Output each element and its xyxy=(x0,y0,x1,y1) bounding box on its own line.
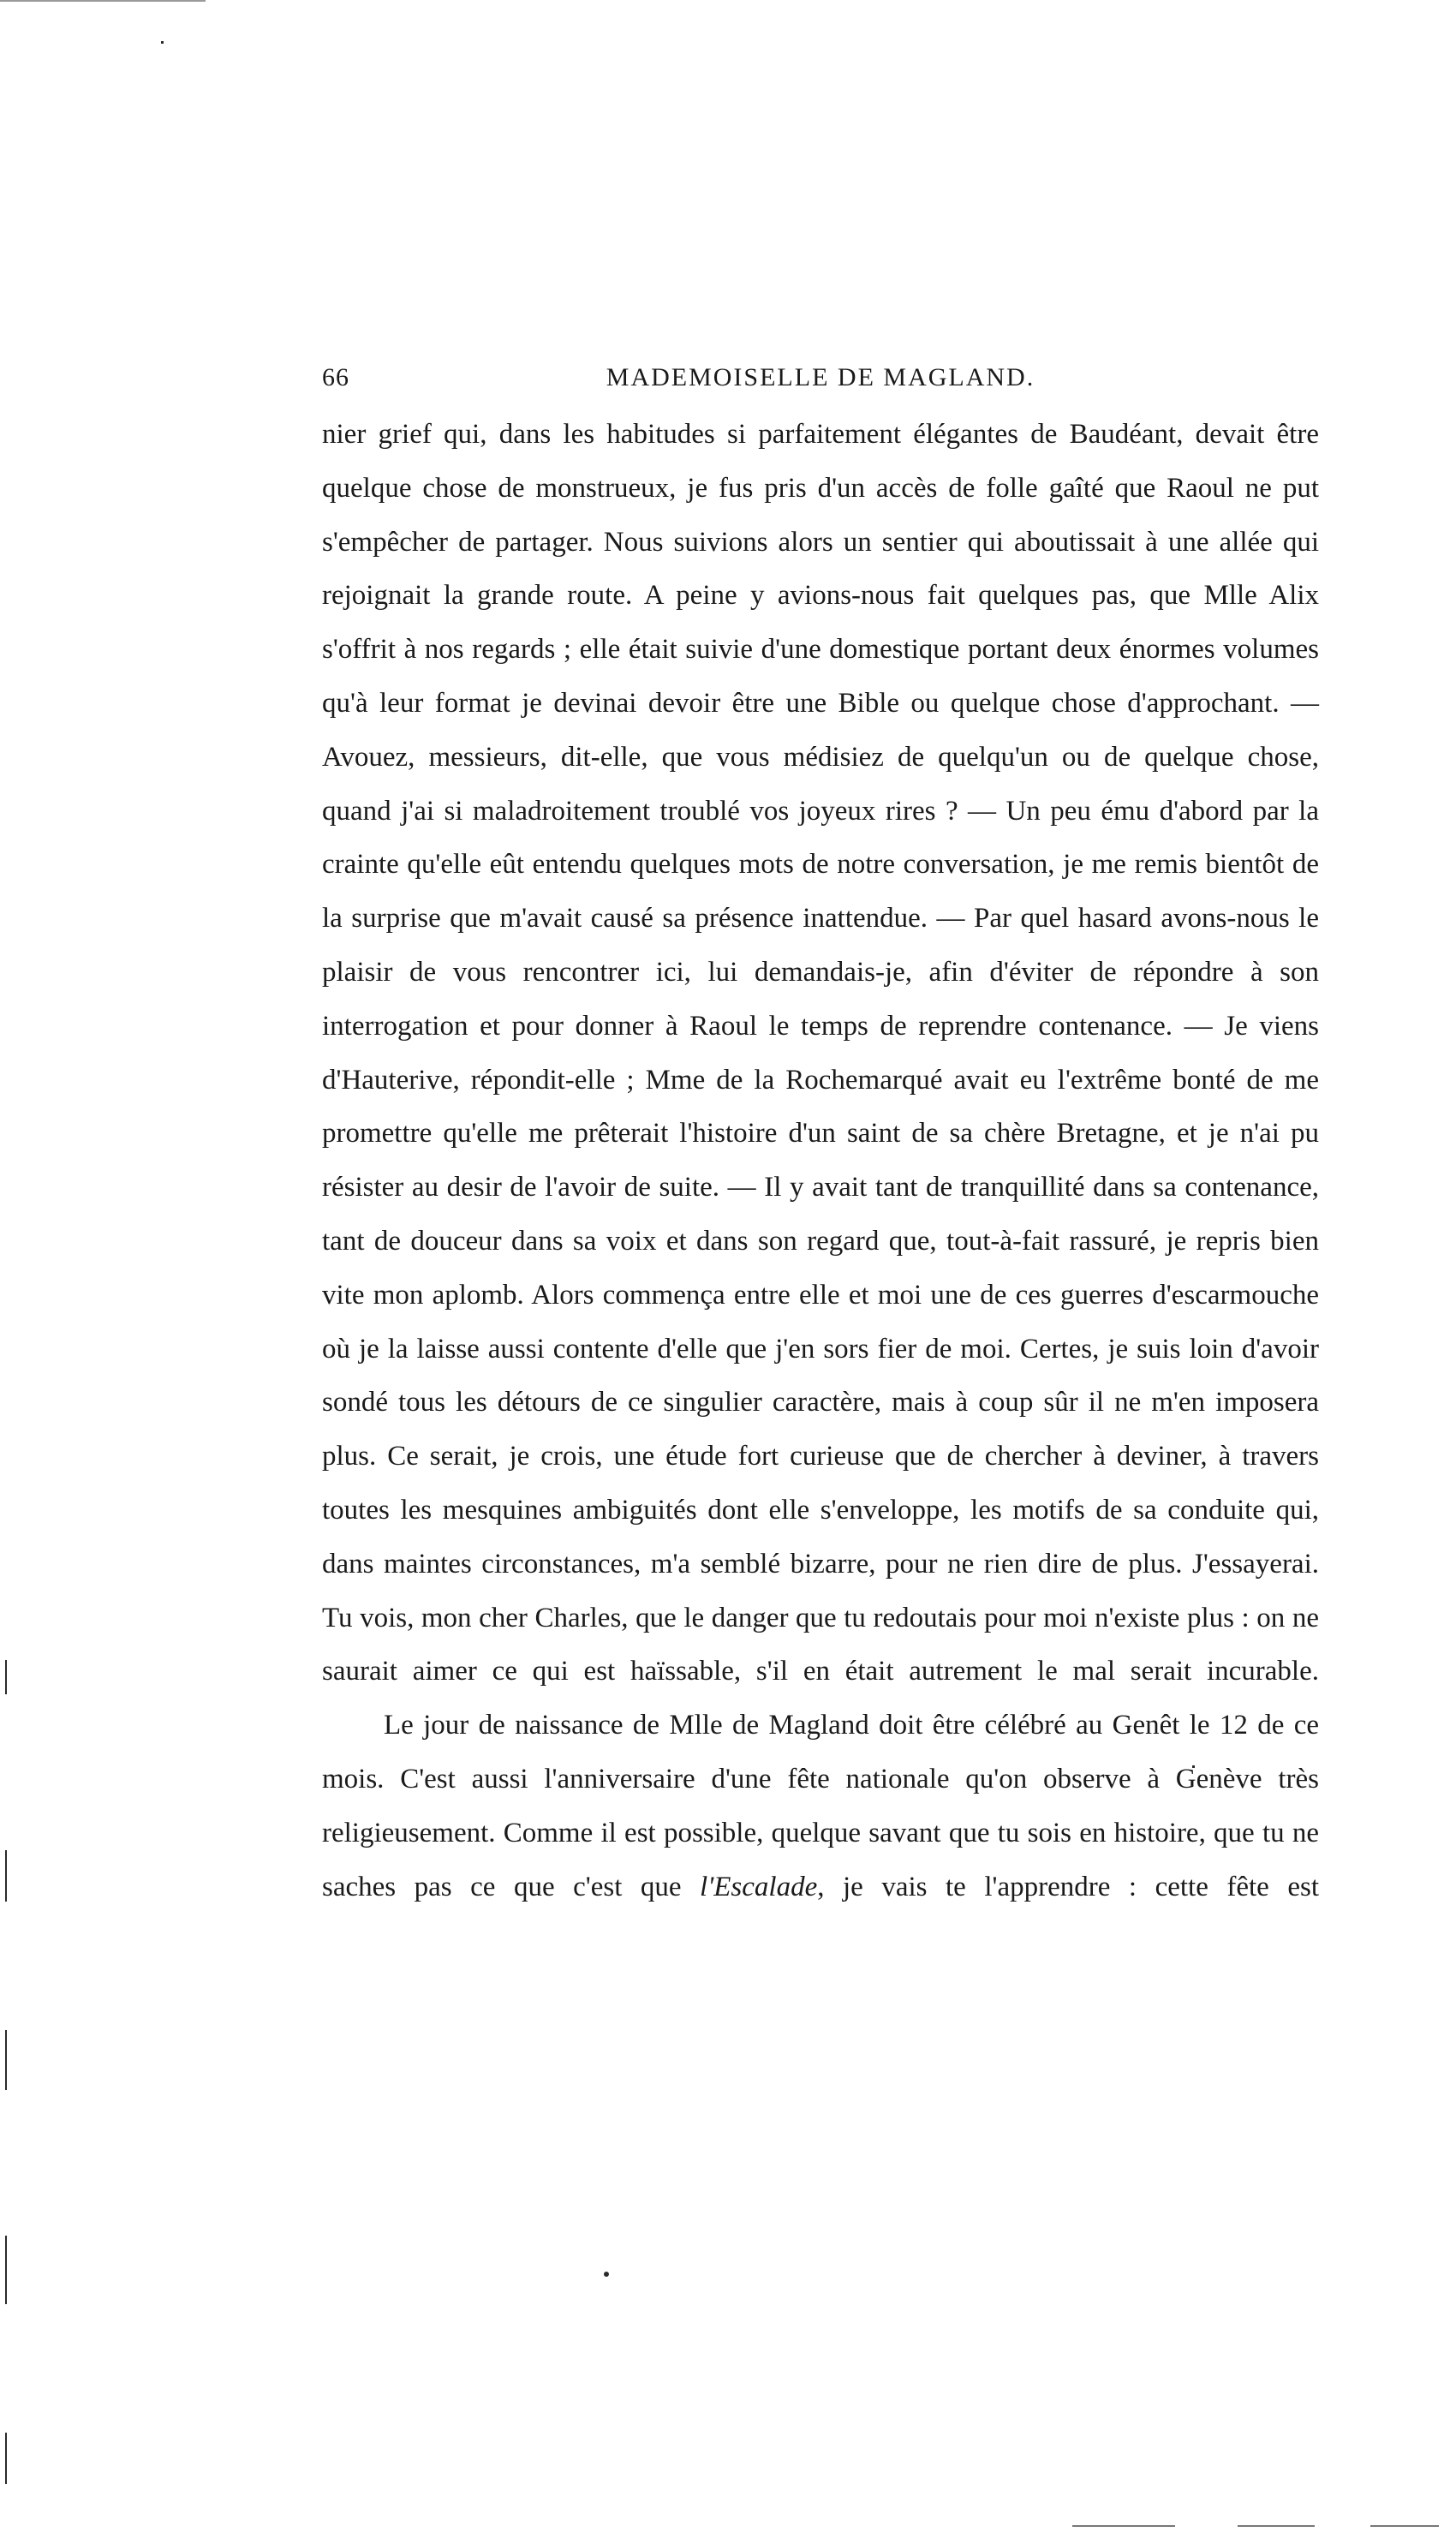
scan-edge-mark xyxy=(5,1660,7,1694)
scan-edge-mark xyxy=(5,1850,7,1902)
scan-edge-mark xyxy=(5,2236,7,2304)
scan-edge-mark xyxy=(5,2030,7,2090)
scan-bottom-rule xyxy=(1370,2525,1439,2527)
page-number: 66 xyxy=(322,363,349,391)
paragraph-text: Le jour de naissance de Mlle de Magland doit être célébré au Genêt le 12 de ce mois. C'est aussi l'anniversaire d'une fête nationale qu'on observe à Genève très religieusement. Comme il est possible, quelque savant que tu sois en histoire, que tu ne saches pas ce que c'est que xyxy=(322,1710,1319,1902)
scan-bottom-rule xyxy=(1238,2525,1315,2527)
paragraph xyxy=(322,408,1319,1699)
italic-term: l'Escalade xyxy=(700,1871,818,1902)
running-title: MADEMOISELLE DE MAGLAND. xyxy=(606,363,1035,391)
scan-edge-mark xyxy=(5,2433,7,2484)
paragraph-text: , je vais te l'apprendre : cette fête est xyxy=(817,1871,1319,1902)
running-header xyxy=(322,363,1319,397)
scan-top-rule xyxy=(0,0,206,2)
body-text xyxy=(322,408,1319,1914)
scan-bottom-rule xyxy=(1072,2525,1175,2527)
paragraph-text: nier grief qui, dans les habitudes si parfaitement élégantes de Baudéant, devait être quelque chose de monstrueux, je fus pris d'un accès de folle gaîté que Raoul ne put s'empêcher de partager. Nous suivions alors un sentier qui aboutissait à une allée qui rejoignait la grande route. A peine y avions-nous fait quelques pas, que Mlle Alix s'offrit à nos regards ; elle était suivie d'une domestique portant deux énormes volumes qu'à leur format je devinai devoir être une Bible ou quelque chose d'approchant. — Avouez, messieurs, dit-elle, que vous médisiez de quelqu'un ou de quelque chose, quand j'ai si maladroitement troublé vos joyeux rires ? — Un peu ému d'abord par la crainte qu'elle eût entendu quelques mots de notre conversation, je me remis bientôt de la surprise que m'avait causé sa présence inattendue. — Par quel hasard avons-nous le plaisir de vous rencontrer ici, lui demandais-je, afin d'éviter de répondre à son interrogation et pour donner à Raoul le temps de reprendre contenance. — Je viens d'Hauterive, répondit-elle ; Mme de la Rochemarqué avait eu l'extrême bonté de me promettre qu'elle me prêterait l'histoire d'un saint de sa chère Bretagne, et je n'ai pu résister au desir de l'avoir de suite. — Il y avait tant de tranquillité dans sa contenance, tant de douceur dans sa voix et dans son regard que, tout-à-fait rassuré, je repris bien vite mon aplomb. Alors commença entre elle et moi une de ces guerres d'escarmouche où je la laisse aussi contente d'elle que j'en sors fier de moi. Certes, je suis loin d'avoir sondé tous les détours de ce singulier caractère, mais à coup sûr il ne m'en imposera plus. Ce serait, je crois, une étude fort curieuse que de chercher à deviner, à travers toutes les mesquines ambiguités dont elle s'enveloppe, les motifs de sa conduite qui, dans maintes circonstances, m'a semblé bizarre, pour ne rien dire de plus. J'essayerai. Tu vois, mon cher Charles, que le danger que tu redoutais pour moi n'existe plus : on ne saurait aimer ce qui est haïssable, s'il en était autrement le mal serait incurable. xyxy=(322,419,1319,1687)
scan-speck xyxy=(604,2272,609,2277)
paragraph xyxy=(322,1699,1319,1914)
scan-speck xyxy=(161,41,164,44)
